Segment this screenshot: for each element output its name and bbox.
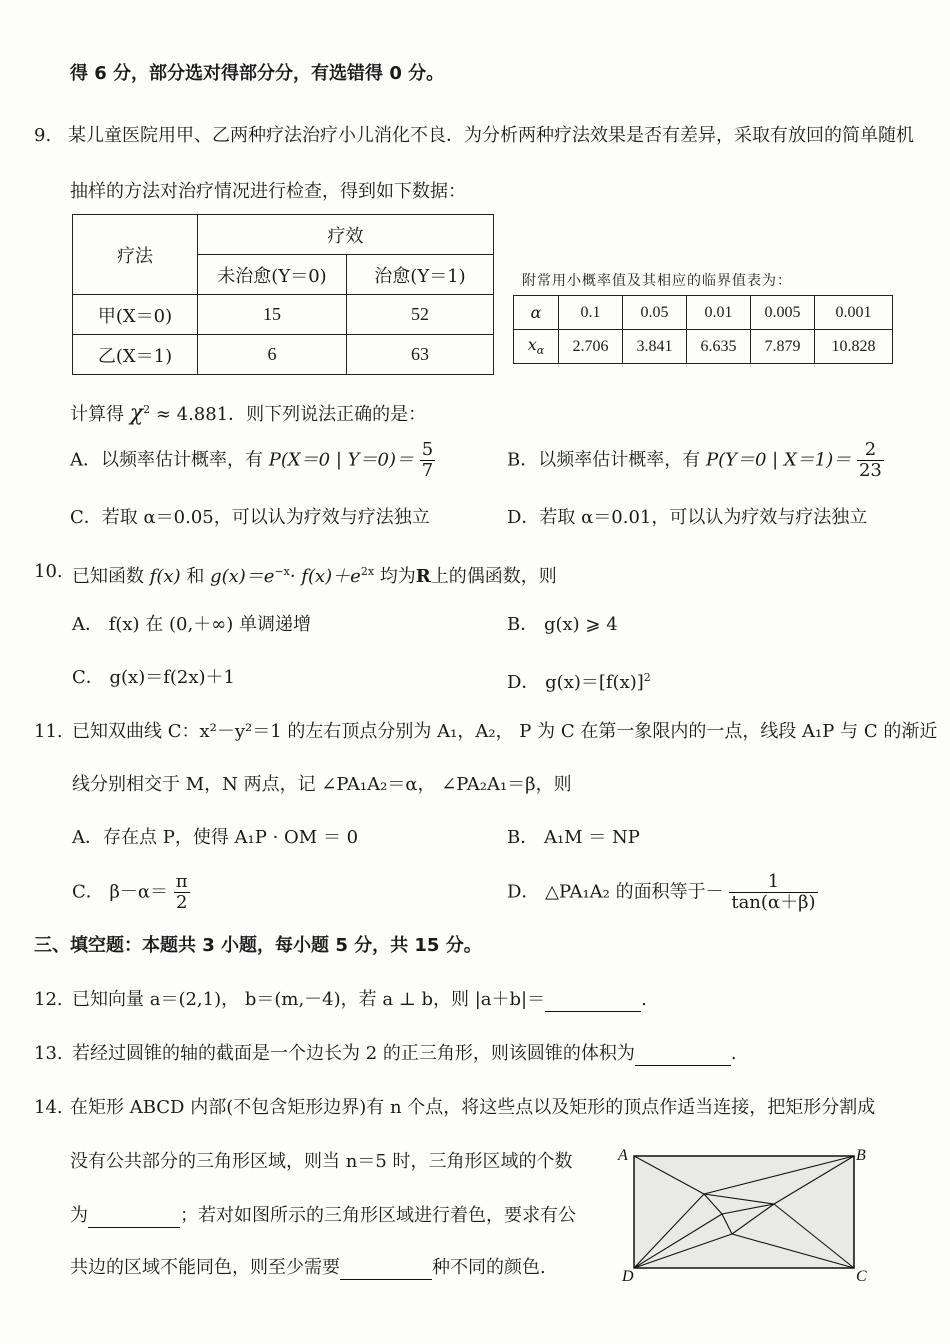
scoring-rule-text: 得 6 分，部分选对得部分分，有选错得 0 分。 (70, 63, 445, 84)
critical-table-title: 附常用小概率值及其相应的临界值表为： (522, 273, 792, 289)
table-cell: 3.841 (623, 330, 687, 364)
q14-stem-line1: 在矩形 ABCD 内部(不包含矩形边界)有 n 个点，将这些点以及矩形的顶点作适当连接，把矩形分割成 (70, 1097, 876, 1118)
q9-option-a[interactable]: A．以频率估计概率，有 P(X＝0 | Y＝0)＝ $\frac{5}{7}$ (70, 439, 434, 481)
q14-stem-line3: 为 ；若对如图所示的三角形区域进行着色，要求有公 (70, 1205, 576, 1226)
table-cell: 0.1 (559, 296, 623, 330)
q13-stem: 若经过圆锥的轴的截面是一个边长为 2 的正三角形，则该圆锥的体积为 . (72, 1043, 737, 1064)
q9-option-d[interactable]: D．若取 α＝0.01，可以认为疗效与疗法独立 (507, 507, 868, 528)
q10-option-d[interactable]: D． $g(x)=[f(x)]^2$ (507, 671, 651, 693)
q9-option-c[interactable]: C．若取 α＝0.05，可以认为疗效与疗法独立 (70, 507, 430, 528)
q9-stem-line1: 某儿童医院用甲、乙两种疗法治疗小儿消化不良．为分析两种疗法效果是否有差异，采取有放回的简单随机 (68, 125, 914, 146)
vertex-label-b: B (856, 1147, 866, 1164)
q10-number: 10. (34, 561, 63, 582)
table-cell: 6 (198, 335, 347, 375)
section-3-heading: 三、填空题：本题共 3 小题，每小题 5 分，共 15 分。 (34, 935, 482, 956)
critical-value-table (513, 295, 893, 364)
table-cell: 2.706 (559, 330, 623, 364)
q9-number: 9. (34, 125, 52, 146)
alpha-label: α (514, 296, 559, 330)
q11-option-b[interactable]: B． A₁M ＝ NP (507, 827, 640, 848)
q11-stem-line1: 已知双曲线 C：x²－y²＝1 的左右顶点分别为 A₁，A₂， P 为 C 在第一象限内的一点，线段 A₁P 与 C 的渐近 (72, 721, 938, 742)
q14-number: 14. (34, 1097, 63, 1118)
vertex-label-d: D (622, 1268, 634, 1285)
table-header-cured: 治愈(Y＝1) (347, 255, 494, 295)
q12-answer-blank[interactable] (545, 993, 641, 1012)
q10-option-b[interactable]: B． g(x) ⩾ 4 (507, 614, 618, 635)
q12-stem: 已知向量 a＝(2,1)， b＝(m,－4)，若 a ⊥ b，则 |a＋b|＝ . (72, 989, 647, 1010)
table-cell: 6.635 (687, 330, 751, 364)
table-cell: 0.05 (623, 296, 687, 330)
row-label-jia: 甲(X＝0) (73, 295, 198, 335)
q13-answer-blank[interactable] (635, 1047, 731, 1066)
q9-option-b[interactable]: B．以频率估计概率，有 P(Y＝0 | X＝1)＝ $\frac{2}{23}$ (507, 439, 882, 481)
q9-stem-line2: 抽样的方法对治疗情况进行检查，得到如下数据： (70, 181, 466, 202)
q12-number: 12. (34, 989, 63, 1010)
q14-answer-blank-2[interactable] (340, 1261, 432, 1280)
q13-number: 13. (34, 1043, 63, 1064)
q11-stem-line2: 线分别相交于 M，N 两点，记 ∠PA₁A₂＝α， ∠PA₂A₁＝β，则 (72, 774, 572, 795)
q9-data-table (72, 214, 494, 375)
q10-stem: 已知函数 f(x) 和 $g(x)=e^{-x}\cdot f(x)+e^{2x}$ 均为R上的偶函数，则 (72, 565, 557, 587)
q14-stem-line2: 没有公共部分的三角形区域，则当 n＝5 时，三角形区域的个数 (70, 1151, 573, 1172)
q14-answer-blank-1[interactable] (88, 1209, 180, 1228)
table-cell: 15 (198, 295, 347, 335)
q11-option-c[interactable]: C． β－α＝ $\frac{\pi}{2}$ (72, 871, 188, 913)
q14-stem-line4: 共边的区域不能同色，则至少需要 种不同的颜色. (70, 1257, 546, 1278)
q11-number: 11. (34, 721, 63, 742)
q9-chi-square-line: 计算得 $\chi^2 \approx 4.881$．则下列说法正确的是： (70, 401, 427, 426)
table-header-uncured: 未治愈(Y＝0) (198, 255, 347, 295)
rectangle-abcd (634, 1156, 854, 1268)
table-cell: 7.879 (751, 330, 815, 364)
table-cell: 0.005 (751, 296, 815, 330)
q11-option-d[interactable]: D． △PA₁A₂ 的面积等于－ $\frac{1}{\tan(\alpha+\beta)}$ (507, 871, 816, 913)
table-cell: 10.828 (815, 330, 893, 364)
table-cell: 0.001 (815, 296, 893, 330)
vertex-label-a: A (618, 1147, 628, 1164)
q10-option-a[interactable]: A． f(x) 在 (0,＋∞) 单调递增 (72, 614, 311, 635)
vertex-label-c: C (856, 1268, 867, 1285)
x-alpha-label: $x_\alpha$ (514, 330, 559, 364)
row-label-yi: 乙(X＝1) (73, 335, 198, 375)
table-header-effect: 疗效 (198, 215, 494, 255)
table-cell: 0.01 (687, 296, 751, 330)
table-cell: 63 (347, 335, 494, 375)
q10-option-c[interactable]: C． g(x)＝f(2x)＋1 (72, 667, 235, 688)
rectangle-triangulation-figure (612, 1140, 872, 1286)
table-cell: 52 (347, 295, 494, 335)
table-row (73, 295, 494, 335)
table-row (73, 335, 494, 375)
q11-option-a[interactable]: A．存在点 P，使得 A₁P · OM ＝ 0 (72, 827, 359, 848)
table-header-method: 疗法 (73, 215, 198, 295)
